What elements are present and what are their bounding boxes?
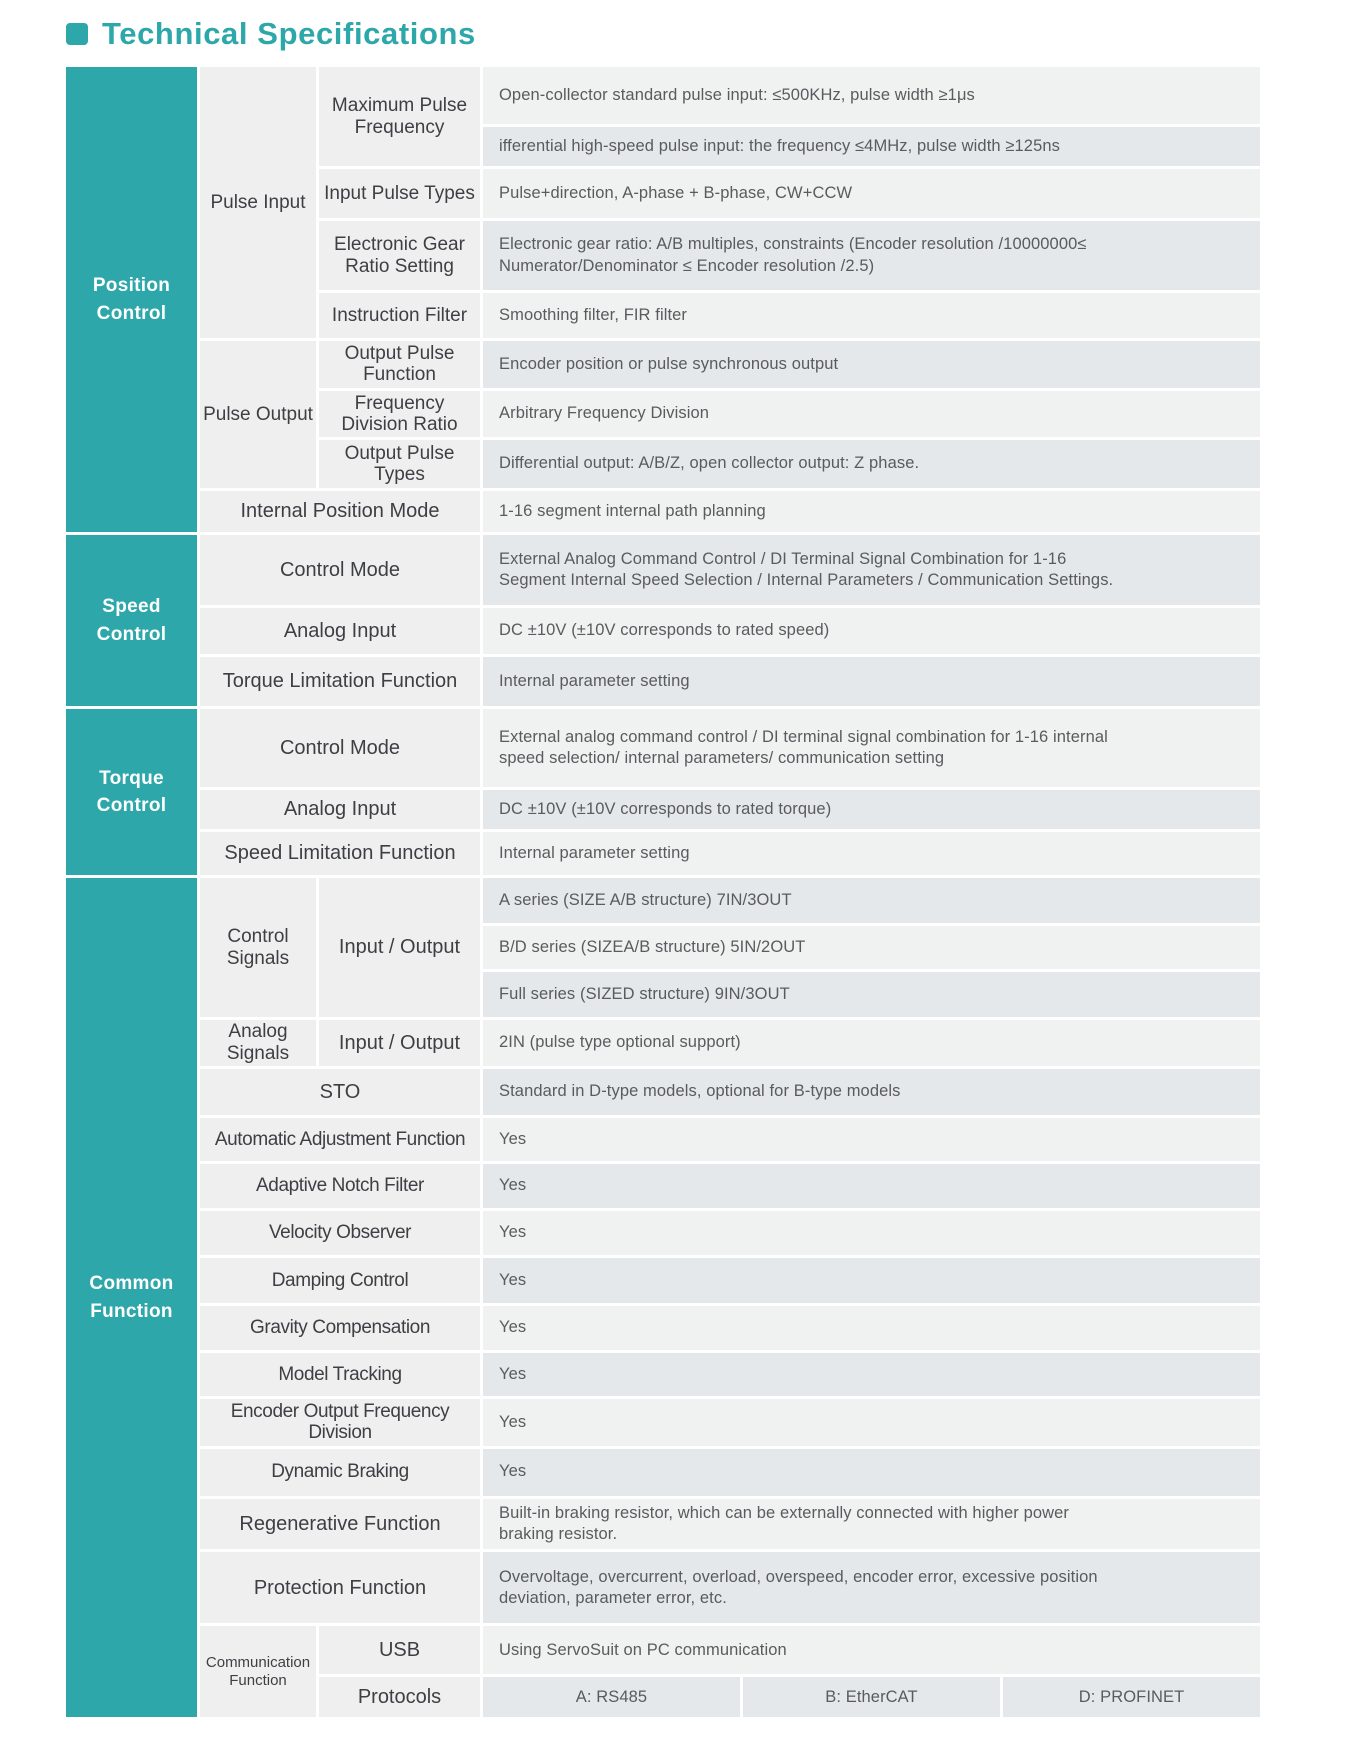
- category-torque-control: Torque Control: [66, 709, 197, 875]
- spec-label: Control Mode: [200, 535, 480, 605]
- spec-label: Analog Input: [200, 608, 480, 654]
- protocol-cell: D: PROFINET: [1003, 1677, 1260, 1717]
- spec-label: Input / Output: [319, 878, 480, 1017]
- spec-value: Yes: [483, 1449, 1260, 1496]
- spec-row: [66, 1258, 1260, 1303]
- spec-label: Protection Function: [200, 1552, 480, 1623]
- category-common-function: Common Function: [66, 878, 197, 1717]
- spec-label: Output Pulse Types: [319, 440, 480, 488]
- spec-value: Built-in braking resistor, which can be externally connected with higher power braking resistor.: [483, 1499, 1260, 1550]
- title-bullet-icon: [66, 23, 88, 45]
- spec-row: [66, 709, 1260, 787]
- spec-value: Yes: [483, 1211, 1260, 1255]
- spec-label: Electronic Gear Ratio Setting: [319, 221, 480, 290]
- spec-row: [66, 341, 1260, 388]
- spec-label: Gravity Compensation: [200, 1306, 480, 1350]
- spec-label: Control Mode: [200, 709, 480, 787]
- spec-row: [66, 1353, 1260, 1396]
- spec-value: Encoder position or pulse synchronous output: [483, 341, 1260, 388]
- spec-value: Smoothing filter, FIR filter: [483, 293, 1260, 338]
- protocol-cell: B: EtherCAT: [743, 1677, 1000, 1717]
- spec-value: B/D series (SIZEA/B structure) 5IN/2OUT: [483, 926, 1260, 969]
- spec-value: Yes: [483, 1118, 1260, 1161]
- spec-label: Encoder Output Frequency Division: [200, 1399, 480, 1446]
- spec-row: [66, 608, 1260, 654]
- spec-row: [66, 1211, 1260, 1255]
- spec-value: Using ServoSuit on PC communication: [483, 1626, 1260, 1674]
- spec-value: Differential output: A/B/Z, open collector output: Z phase.: [483, 440, 1260, 488]
- spec-row: [66, 1626, 1260, 1674]
- spec-row: [66, 1020, 1260, 1066]
- specifications-table: [63, 64, 1263, 1720]
- spec-label: Velocity Observer: [200, 1211, 480, 1255]
- spec-value: A series (SIZE A/B structure) 7IN/3OUT: [483, 878, 1260, 923]
- spec-value: Yes: [483, 1399, 1260, 1446]
- spec-row: [66, 1118, 1260, 1161]
- spec-value: Full series (SIZED structure) 9IN/3OUT: [483, 972, 1260, 1017]
- spec-label: Internal Position Mode: [200, 491, 480, 532]
- spec-label: Model Tracking: [200, 1353, 480, 1396]
- spec-row: [66, 491, 1260, 532]
- spec-row: [66, 790, 1260, 829]
- spec-value: External analog command control / DI terminal signal combination for 1-16 internal speed selection/ internal parameters/ communication setting: [483, 709, 1260, 787]
- spec-value: Standard in D-type models, optional for B-type models: [483, 1069, 1260, 1115]
- spec-row: [66, 1399, 1260, 1446]
- spec-value: Yes: [483, 1353, 1260, 1396]
- spec-label: Adaptive Notch Filter: [200, 1164, 480, 1208]
- spec-value: Arbitrary Frequency Division: [483, 391, 1260, 438]
- spec-row: [66, 67, 1260, 124]
- spec-value: Pulse+direction, A-phase + B-phase, CW+CCW: [483, 169, 1260, 218]
- protocol-cell: A: RS485: [483, 1677, 740, 1717]
- spec-label: STO: [200, 1069, 480, 1115]
- spec-row: [66, 878, 1260, 923]
- spec-value: Yes: [483, 1164, 1260, 1208]
- spec-value: 1-16 segment internal path planning: [483, 491, 1260, 532]
- spec-row: [66, 657, 1260, 706]
- spec-value: Internal parameter setting: [483, 657, 1260, 706]
- page-title: Technical Specifications: [102, 16, 476, 51]
- spec-value: DC ±10V (±10V corresponds to rated speed): [483, 608, 1260, 654]
- spec-row: [66, 1306, 1260, 1350]
- spec-value: Open-collector standard pulse input: ≤500KHz, pulse width ≥1μs: [483, 67, 1260, 124]
- spec-label: Instruction Filter: [319, 293, 480, 338]
- spec-label: Protocols: [319, 1677, 480, 1717]
- spec-value: Yes: [483, 1258, 1260, 1303]
- spec-label: Input Pulse Types: [319, 169, 480, 218]
- group-pulse-input: Pulse Input: [200, 67, 316, 338]
- spec-value: ifferential high-speed pulse input: the frequency ≤4MHz, pulse width ≥125ns: [483, 127, 1260, 166]
- spec-value: External Analog Command Control / DI Terminal Signal Combination for 1-16 Segment Internal Speed Selection / Internal Parameters / Communication Settings.: [483, 535, 1260, 605]
- spec-row: [66, 1069, 1260, 1115]
- category-position-control: Position Control: [66, 67, 197, 532]
- spec-label: Dynamic Braking: [200, 1449, 480, 1496]
- spec-value: Internal parameter setting: [483, 832, 1260, 875]
- spec-label: Regenerative Function: [200, 1499, 480, 1550]
- spec-label: USB: [319, 1626, 480, 1674]
- spec-value: Overvoltage, overcurrent, overload, overspeed, encoder error, excessive position deviation, parameter error, etc.: [483, 1552, 1260, 1623]
- category-speed-control: Speed Control: [66, 535, 197, 706]
- spec-value: Electronic gear ratio: A/B multiples, constraints (Encoder resolution /10000000≤ Numerator/Denominator ≤ Encoder resolution /2.5): [483, 221, 1260, 290]
- group-control-signals: Control Signals: [200, 878, 316, 1017]
- spec-row: [66, 1449, 1260, 1496]
- page-header: [66, 14, 1345, 54]
- spec-label: Input / Output: [319, 1020, 480, 1066]
- spec-value: Yes: [483, 1306, 1260, 1350]
- spec-label: Analog Input: [200, 790, 480, 829]
- spec-label: Speed Limitation Function: [200, 832, 480, 875]
- spec-label: Maximum Pulse Frequency: [319, 67, 480, 166]
- spec-row: [66, 1164, 1260, 1208]
- spec-label: Automatic Adjustment Function: [200, 1118, 480, 1161]
- spec-label: Frequency Division Ratio: [319, 391, 480, 438]
- spec-value: 2IN (pulse type optional support): [483, 1020, 1260, 1066]
- spec-label: Damping Control: [200, 1258, 480, 1303]
- spec-row: [66, 1552, 1260, 1623]
- spec-label: Torque Limitation Function: [200, 657, 480, 706]
- spec-value: DC ±10V (±10V corresponds to rated torque): [483, 790, 1260, 829]
- group-analog-signals: Analog Signals: [200, 1020, 316, 1066]
- spec-row: [66, 535, 1260, 605]
- spec-label: Output Pulse Function: [319, 341, 480, 388]
- spec-row: [66, 832, 1260, 875]
- group-communication-function: Communication Function: [200, 1626, 316, 1717]
- group-pulse-output: Pulse Output: [200, 341, 316, 488]
- spec-row: [66, 1499, 1260, 1550]
